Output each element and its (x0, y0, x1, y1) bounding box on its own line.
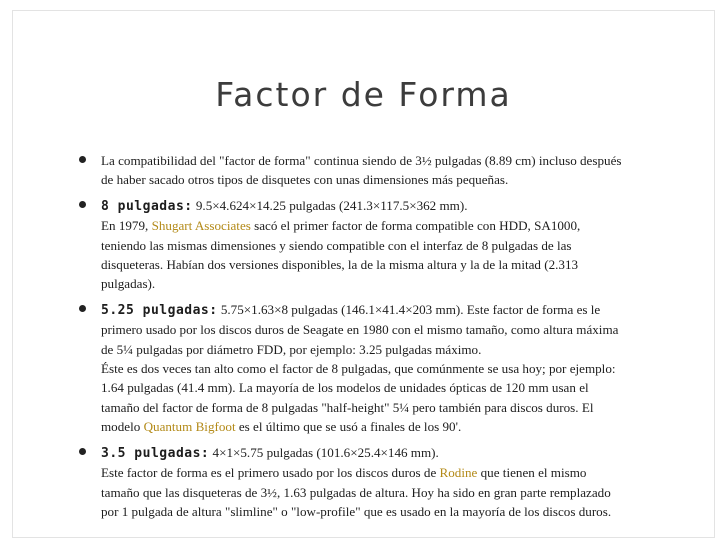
slide-title: Factor de Forma (215, 75, 512, 114)
bullet-text: sacó el primer factor de forma compatible con HDD, SA1000, (250, 218, 581, 234)
bullet-text: 9.5×4.624×14.25 pulgadas (241.3×117.5×362 mm). (192, 197, 468, 213)
slide (12, 10, 715, 538)
bullet-text: es el último que se usó a finales de los 90'. (235, 419, 462, 435)
bullet-dot-icon (79, 305, 86, 312)
bullet-text: En 1979, (101, 218, 152, 234)
bullet-text-line: por 1 pulgada de altura "slimline" o "low-profile" que es usado en la mayoría de los discos duros. (101, 503, 612, 519)
bullet-dot-icon (79, 156, 86, 163)
bullet-text-line: teniendo las mismas dimensiones y siendo compatible con el interfaz de 8 pulgadas de las (101, 237, 572, 253)
bullet-text: modelo (101, 419, 144, 435)
bullet-text-line: de haber sacado otros tipos de disquetes con unas dimensiones más pequeñas. (101, 172, 509, 188)
bullet-text: 5.75×1.63×8 pulgadas (146.1×41.4×203 mm). Este factor de forma es le (217, 301, 601, 317)
bullet-text-line (101, 417, 705, 436)
bullet-8-inch (73, 196, 705, 294)
bullet-dot-icon (79, 201, 86, 208)
bullet-5-25-inch (73, 300, 705, 437)
bullet-text: Este factor de forma es el primero usado por los discos duros de (101, 465, 440, 481)
bullet-text-line: disqueteras. Habían dos versiones disponibles, la de la misma altura y la de la mitad (2.313 (101, 257, 579, 273)
bullet-text-line: tamaño del factor de forma de 8 pulgadas "half-height" 5¼ pero también para discos duros. El (101, 399, 594, 415)
bullet-text-line: 1.64 pulgadas (41.4 mm). La mayoría de los modelos de unidades ópticas de 120 mm usan el (101, 380, 589, 396)
bullet-heading-line (101, 196, 705, 216)
bullet-heading-line (101, 443, 705, 463)
bullet-dot-icon (79, 448, 86, 455)
rodine-link[interactable]: Rodine (439, 465, 478, 481)
bullet-text-line: primero usado por los discos duros de Seagate en 1980 con el mismo tamaño, como altura máxima (101, 322, 619, 338)
bullet-text-line: de 5¼ pulgadas por diámetro FDD, por ejemplo: 3.25 pulgadas máximo. (101, 341, 482, 357)
bullet-3-5-inch (73, 443, 705, 522)
quantum-bigfoot-link[interactable]: Quantum Bigfoot (143, 419, 236, 435)
bullet-text: que tienen el mismo (477, 465, 587, 481)
bullet-text-line: tamaño que las disqueteras de 3½, 1.63 pulgadas de altura. Hoy ha sido en gran parte remplazado (101, 484, 611, 500)
bullet-text-line (101, 216, 705, 235)
bullet-text-line: pulgadas). (101, 276, 156, 292)
shugart-associates-link[interactable]: Shugart Associates (151, 218, 251, 234)
bullet-text-line: Éste es dos veces tan alto como el factor de 8 pulgadas, que comúnmente se usa hoy; por ejemplo: (101, 361, 616, 377)
bullet-text: 4×1×5.75 pulgadas (101.6×25.4×146 mm). (209, 444, 439, 460)
bullet-text-line: La compatibilidad del "factor de forma" continua siendo de 3½ pulgadas (8.89 cm) incluso después (101, 153, 622, 168)
bullet-heading-line (101, 300, 705, 320)
bullet-label: 5.25 pulgadas: (101, 302, 218, 318)
bullet-label: 3.5 pulgadas: (101, 445, 210, 461)
bullet-text-line (101, 463, 705, 482)
bullet-compatibility (73, 151, 705, 190)
bullet-label: 8 pulgadas: (101, 198, 193, 214)
bullet-list (73, 151, 705, 527)
